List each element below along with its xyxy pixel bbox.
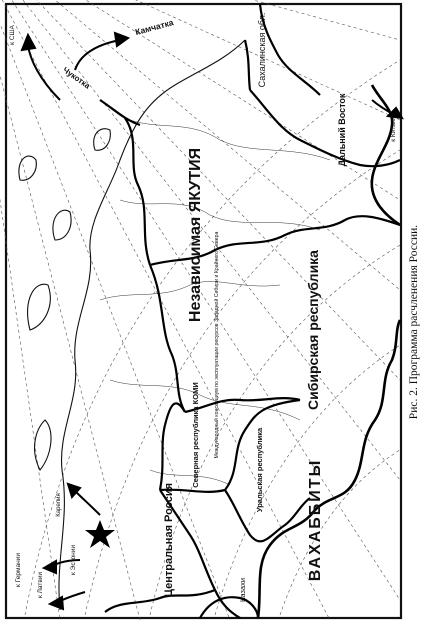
label-germany: к Германии — [15, 553, 22, 587]
label-consortium: Международный консорциум по эксплуатации ресурсов Западной Сибири и Крайнего Севера — [214, 231, 220, 459]
label-fareast: Дальний Восток — [337, 93, 347, 167]
label-yakutia: Независимая ЯКУТИЯ — [187, 147, 204, 323]
figure-caption: Рис. 2. Программа расчленения России. — [408, 224, 420, 420]
label-kamchatka: Камчатка — [134, 17, 175, 37]
label-chukotka: Чукотка — [61, 65, 92, 91]
label-komi: Северная республика КОМИ — [191, 382, 200, 488]
label-latvia: к Латвии — [37, 571, 44, 599]
label-wahhabis: ВАХАББИТЫ — [307, 458, 324, 582]
label-ural: Уральская республика — [255, 427, 264, 513]
label-sakhalin: Сахалинская обл. — [257, 12, 267, 88]
label-karelia: Карелия — [56, 493, 62, 517]
label-usa: к США — [9, 25, 16, 45]
label-siberia: Сибирская республика — [305, 250, 321, 410]
label-kazakhs: Казахи — [238, 577, 247, 603]
label-estonia: к Эстонии — [70, 545, 77, 575]
label-central: Центральная Россия — [163, 482, 175, 598]
label-china: к Китаю — [390, 118, 397, 142]
